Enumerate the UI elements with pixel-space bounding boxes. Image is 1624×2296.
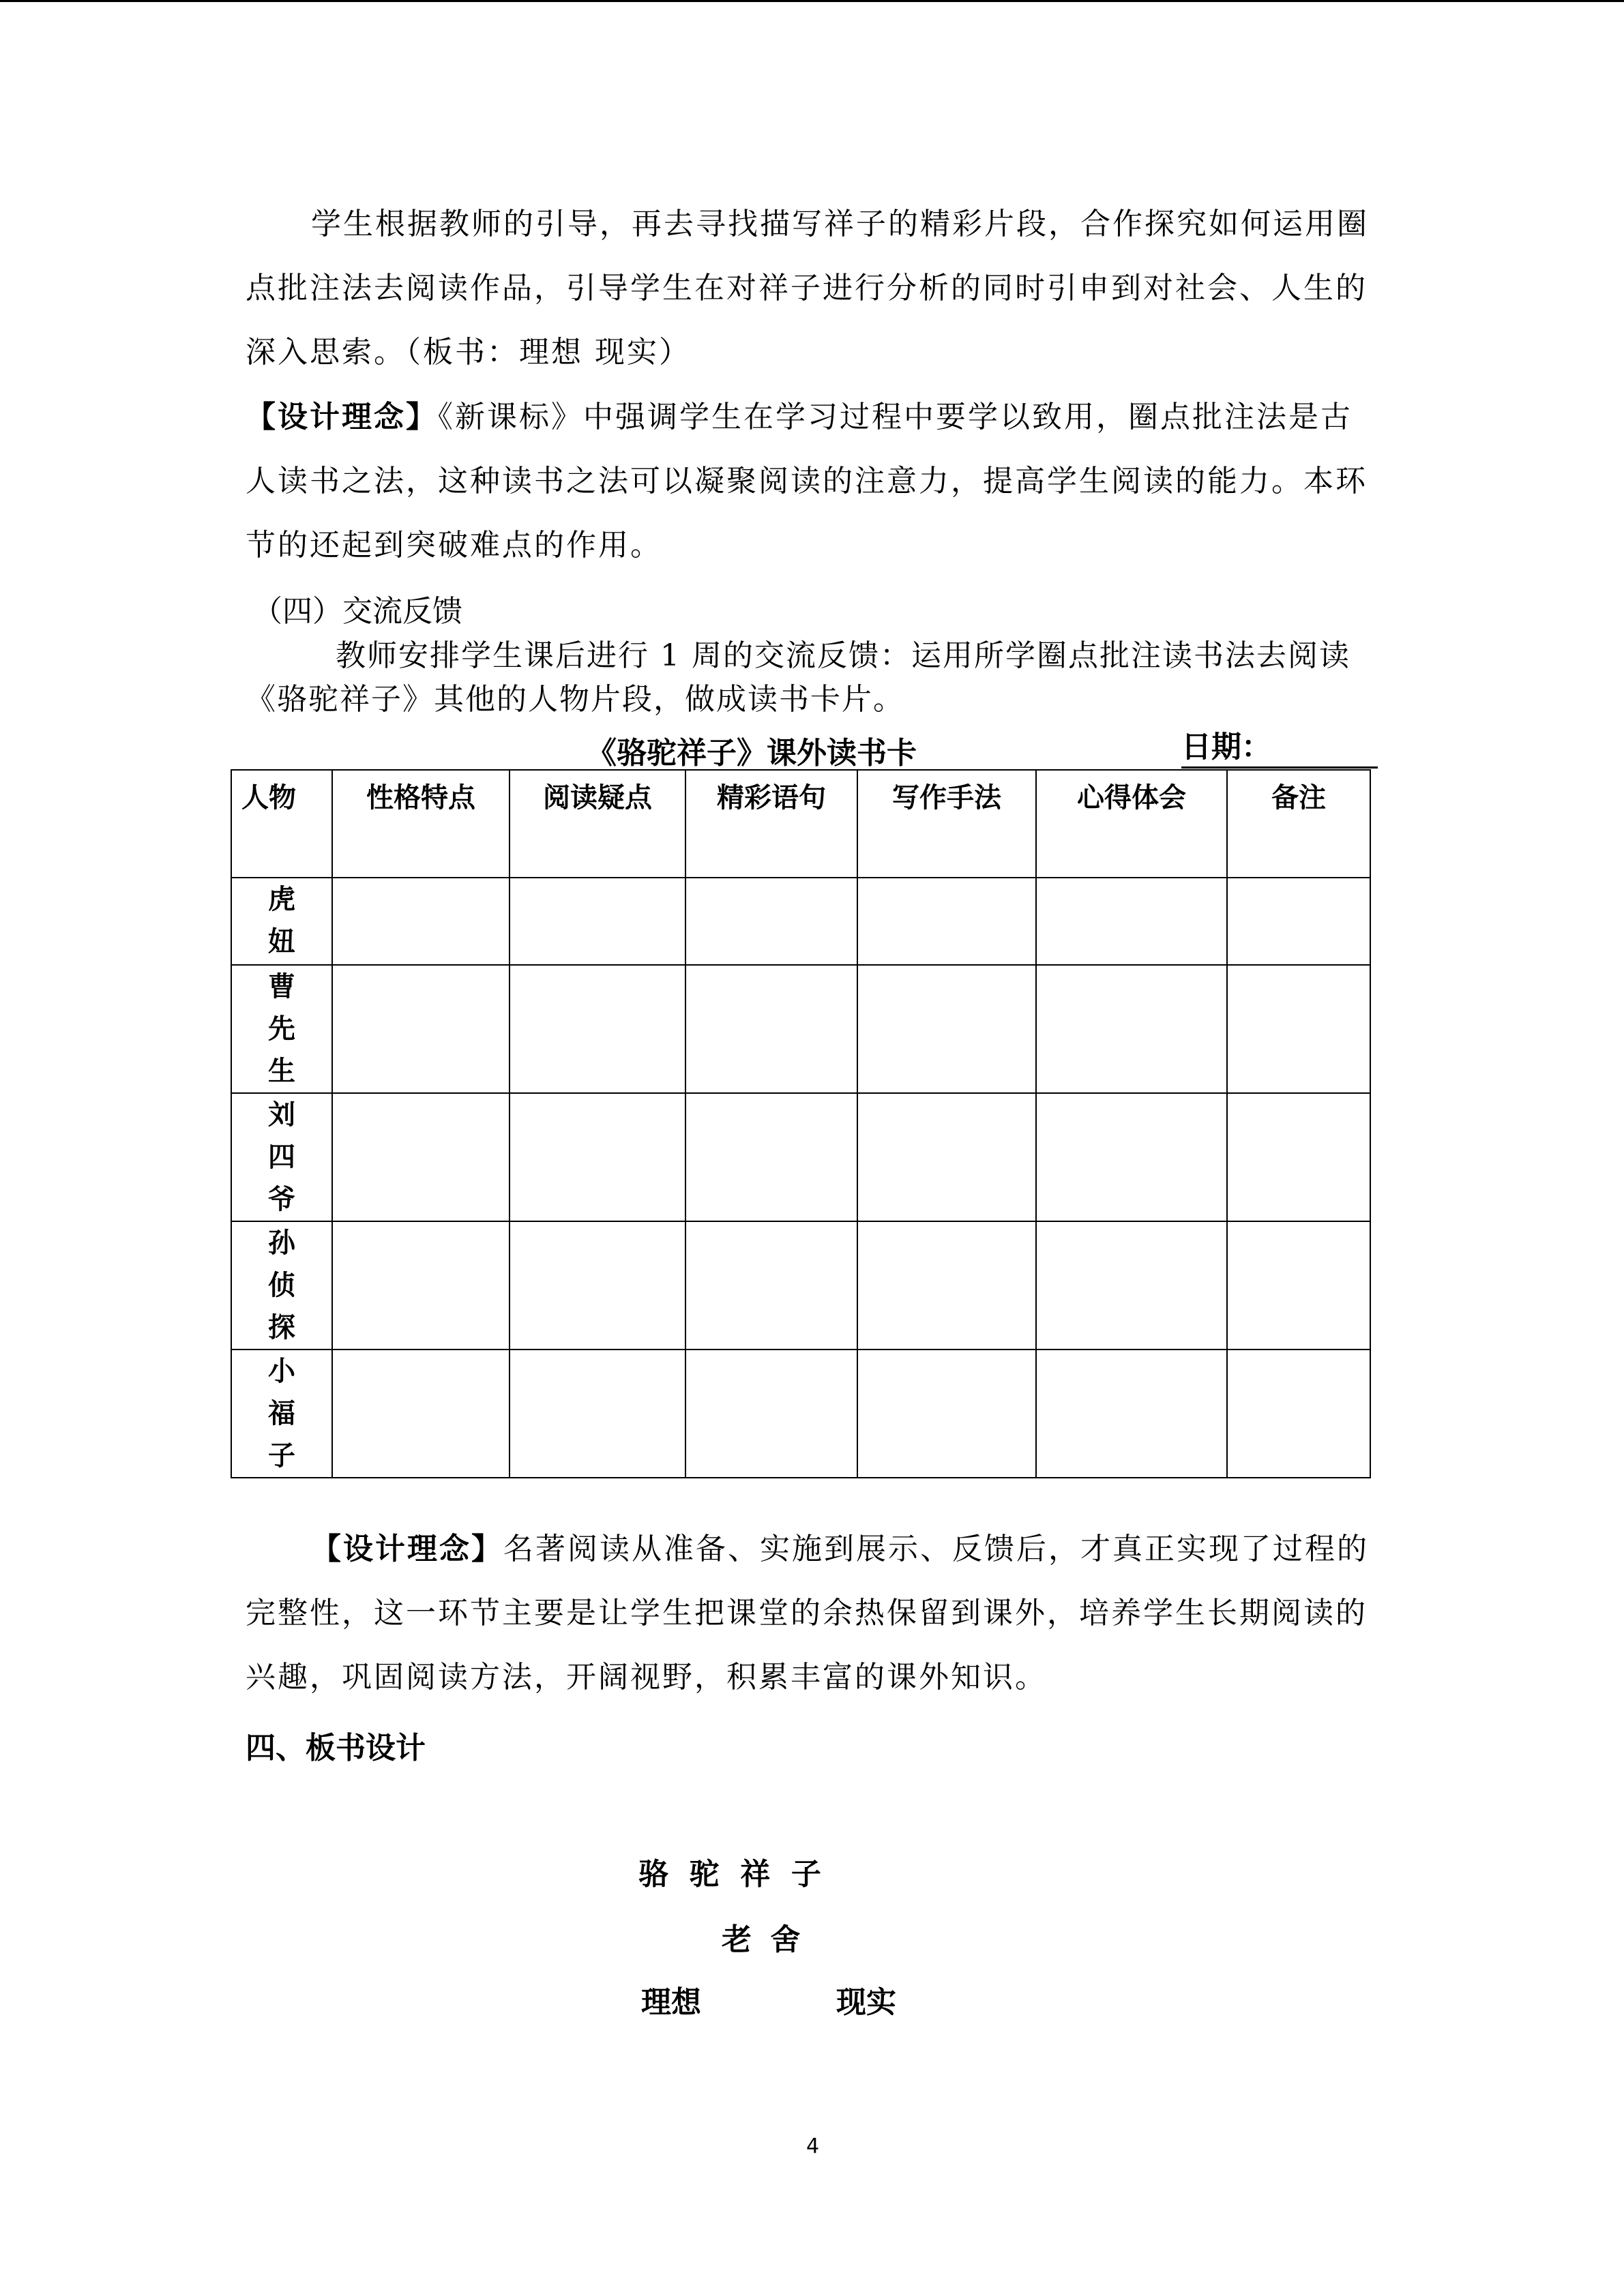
- table-cell[interactable]: [1036, 1093, 1227, 1221]
- table-cell[interactable]: [332, 1350, 510, 1478]
- design-rationale-2: [246, 1517, 1378, 1710]
- table-cell[interactable]: [857, 965, 1036, 1093]
- table-row: [231, 1350, 1370, 1478]
- table-cell[interactable]: [857, 878, 1036, 965]
- character-name-cell: 孙 侦 探: [231, 1221, 332, 1350]
- design-rationale-text: 名著阅读从准备、实施到展示、反馈后，才真正实现了过程的完整性，这一环节主要是让学生把课堂的余热保留到课外，培养学生长期阅读的兴趣，巩固阅读方法，开阔视野，积累丰富的课外知识。: [246, 1532, 1369, 1695]
- table-cell[interactable]: [1227, 965, 1370, 1093]
- table-cell[interactable]: [685, 1221, 857, 1350]
- table-cell[interactable]: [685, 878, 857, 965]
- table-row: [231, 965, 1370, 1093]
- table-cell[interactable]: [332, 1221, 510, 1350]
- reading-card-title: 《骆驼祥子》课外读书卡: [587, 736, 917, 771]
- character-name-cell: 曹 先 生: [231, 965, 332, 1093]
- table-cell[interactable]: [1227, 1093, 1370, 1221]
- table-cell[interactable]: [685, 1350, 857, 1478]
- paragraph-feedback-arrangement: 教师安排学生课后进行 1 周的交流反馈：运用所学圈点批注读书法去阅读《骆驼祥子》其他的人物片段，做成读书卡片。: [246, 638, 1350, 717]
- design-rationale-1: [246, 385, 1378, 578]
- design-rationale-text: 《新课标》中强调学生在学习过程中要学以致用，圈点批注法是古人读书之法，这种读书之法可以凝聚阅读的注意力，提高学生阅读的能力。本环节的还起到突破难点的作用。: [246, 400, 1368, 563]
- table-cell[interactable]: [685, 965, 857, 1093]
- header-cell: 写作手法: [857, 770, 1036, 878]
- header-cell: 人物: [231, 770, 332, 878]
- character-name-cell: 刘 四 爷: [231, 1093, 332, 1221]
- top-border-line: [0, 0, 1624, 2]
- table-header-row: [231, 770, 1370, 878]
- section-heading-feedback: （四）交流反馈: [252, 594, 462, 629]
- character-name-cell: 虎 妞: [231, 878, 332, 965]
- table-cell[interactable]: [1227, 878, 1370, 965]
- paragraph-student-activity: 学生根据教师的引导，再去寻找描写祥子的精彩片段，合作探究如何运用圈点批注法去阅读作品，引导学生在对祥子进行分析的同时引申到对社会、人生的深入思索。（板书：理想 现实）: [246, 207, 1369, 370]
- board-reality: 现实: [836, 1985, 896, 2020]
- table-row: [231, 878, 1370, 965]
- table-cell[interactable]: [332, 965, 510, 1093]
- section-heading-board-design: 四、板书设计: [246, 1731, 426, 1765]
- header-cell: 备注: [1227, 770, 1370, 878]
- table-cell[interactable]: [857, 1093, 1036, 1221]
- table-row: [231, 1093, 1370, 1221]
- table-cell[interactable]: [1036, 1350, 1227, 1478]
- header-cell: 心得体会: [1036, 770, 1227, 878]
- board-ideal: 理想: [641, 1985, 701, 2020]
- table-cell[interactable]: [510, 1221, 685, 1350]
- table-cell[interactable]: [510, 1350, 685, 1478]
- table-cell[interactable]: [1036, 1221, 1227, 1350]
- reading-card-date: 日期：: [1181, 728, 1378, 769]
- table-cell[interactable]: [332, 1093, 510, 1221]
- table-cell[interactable]: [857, 1350, 1036, 1478]
- table-cell[interactable]: [685, 1093, 857, 1221]
- table-row: [231, 1221, 1370, 1350]
- table-cell[interactable]: [510, 878, 685, 965]
- table-cell[interactable]: [857, 1221, 1036, 1350]
- character-name-cell: 小 福 子: [231, 1350, 332, 1478]
- design-rationale-label: 【设计理念】: [311, 1532, 503, 1566]
- table-cell[interactable]: [1036, 878, 1227, 965]
- table-cell[interactable]: [1227, 1350, 1370, 1478]
- table-cell[interactable]: [510, 1093, 685, 1221]
- header-cell: 精彩语句: [685, 770, 857, 878]
- design-rationale-label: 【设计理念】: [246, 400, 438, 434]
- page-number: 4: [806, 2134, 820, 2158]
- table-cell[interactable]: [1227, 1221, 1370, 1350]
- table-cell[interactable]: [332, 878, 510, 965]
- header-cell: 性格特点: [332, 770, 510, 878]
- table-cell[interactable]: [1036, 965, 1227, 1093]
- header-cell: 阅读疑点: [510, 770, 685, 878]
- table-cell[interactable]: [510, 965, 685, 1093]
- board-author: 老 舍: [722, 1922, 805, 1957]
- board-title: 骆 驼 祥 子: [638, 1857, 821, 1892]
- reading-card-table: [231, 769, 1371, 1478]
